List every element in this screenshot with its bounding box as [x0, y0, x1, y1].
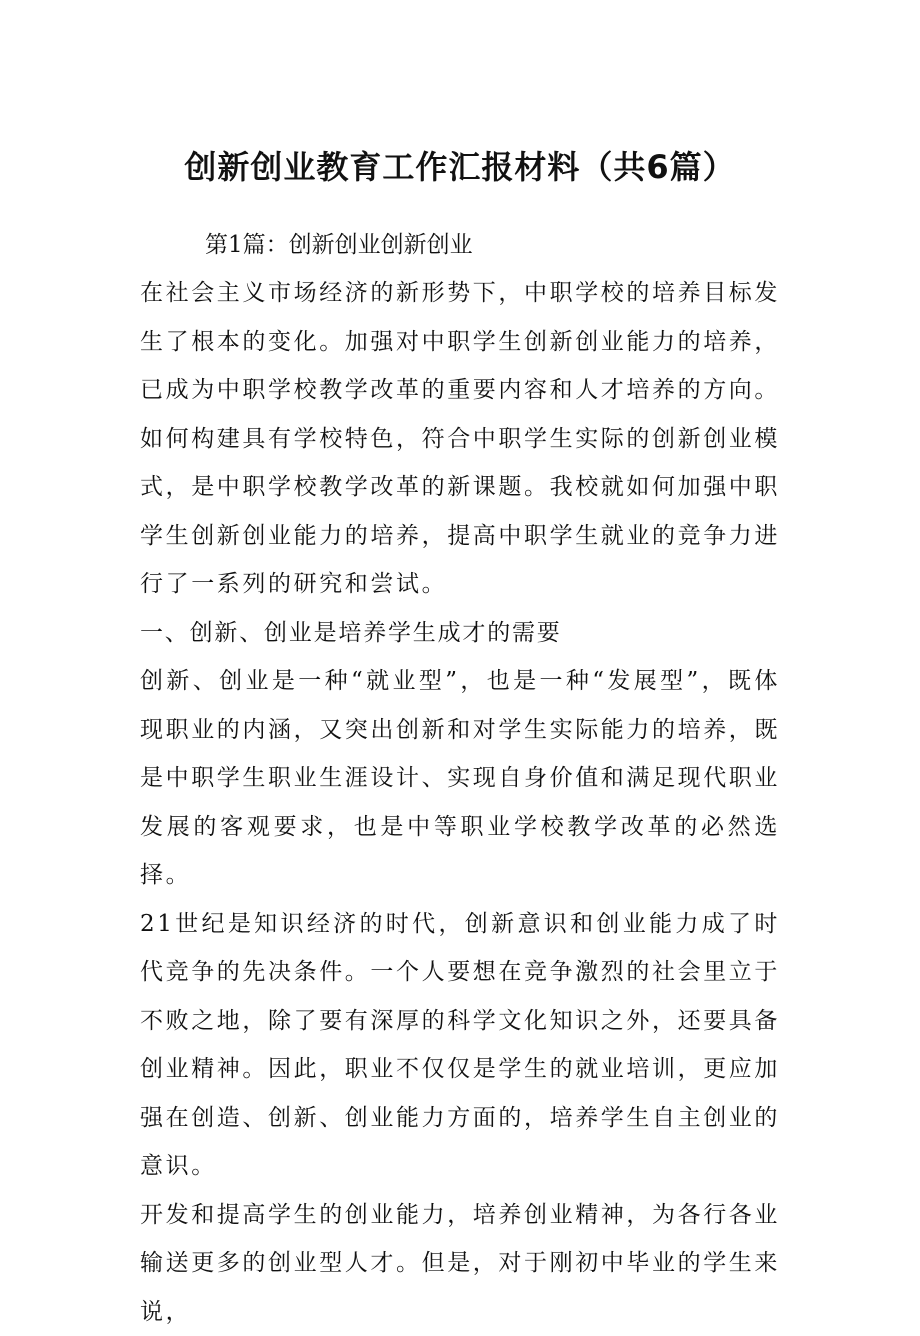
paragraph-intro: 在社会主义市场经济的新形势下，中职学校的培养目标发生了根本的变化。加强对中职学生创新创业能力的培养，已成为中职学校教学改革的重要内容和人才培养的方向。如何构建具有学校特色，符合中职学生实际的创新创业模式，是中职学校教学改革的新课题。我校就如何加强中职学生创新创业能力的培养，提高中职学生就业的竞争力进行了一系列的研究和尝试。	[140, 269, 780, 609]
subheading-one: 一、创新、创业是培养学生成才的需要	[140, 609, 780, 658]
section-heading: 第1篇：创新创业创新创业	[205, 228, 473, 262]
document-title: 创新创业教育工作汇报材料（共6篇）	[0, 144, 920, 190]
paragraph-innovation: 创新、创业是一种“就业型”，也是一种“发展型”，既体现职业的内涵，又突出创新和对学生实际能力的培养，既是中职学生职业生涯设计、实现自身价值和满足现代职业发展的客观要求，也是中等职业学校教学改革的必然选择。	[140, 657, 780, 900]
paragraph-21st-century: 21世纪是知识经济的时代，创新意识和创业能力成了时代竞争的先决条件。一个人要想在竞争激烈的社会里立于不败之地，除了要有深厚的科学文化知识之外，还要具备创业精神。因此，职业不仅仅是学生的就业培训，更应加强在创造、创新、创业能力方面的，培养学生自主创业的意识。	[140, 900, 780, 1191]
paragraph-develop-ability: 开发和提高学生的创业能力，培养创业精神，为各行各业输送更多的创业型人才。但是，对于刚初中毕业的学生来说，	[140, 1191, 780, 1336]
document-body	[140, 269, 780, 1336]
